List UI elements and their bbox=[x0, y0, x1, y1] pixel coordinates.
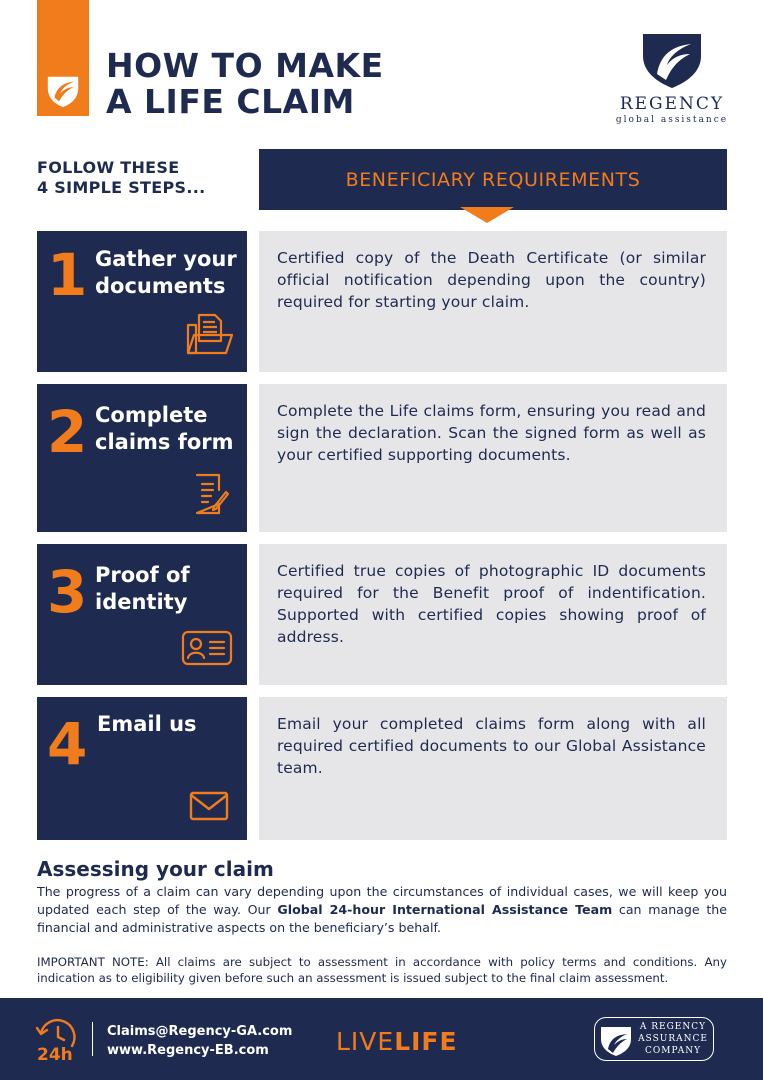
page-title-line1: HOW TO MAKE bbox=[106, 46, 384, 85]
step-number: 4 bbox=[47, 710, 88, 778]
requirements-header-label: BENEFICIARY REQUIREMENTS bbox=[345, 168, 641, 191]
footer-slogan bbox=[336, 1027, 458, 1056]
step-label bbox=[95, 246, 237, 300]
id-card-icon bbox=[181, 629, 233, 667]
step-label bbox=[95, 402, 234, 456]
company-line2: ASSURANCE bbox=[638, 1034, 708, 1044]
step-label-line2: documents bbox=[95, 274, 226, 298]
regency-assurance-badge bbox=[594, 1017, 714, 1061]
step-label-line1: Gather your bbox=[95, 247, 237, 271]
requirements-arrow bbox=[460, 207, 514, 223]
requirement-1-panel bbox=[259, 231, 727, 372]
step-number: 3 bbox=[47, 558, 88, 626]
step-label-line1: Email us bbox=[97, 712, 197, 736]
regency-shield-icon bbox=[44, 70, 82, 110]
step-label-line2: identity bbox=[95, 590, 188, 614]
clock-24h-icon bbox=[32, 1016, 80, 1062]
requirement-3-panel bbox=[259, 544, 727, 685]
step-label-line2: claims form bbox=[95, 430, 234, 454]
requirement-4-panel bbox=[259, 697, 727, 840]
important-note: IMPORTANT NOTE: All claims are subject to assessment in accordance with policy terms and conditions. Any indication as to eligibility given before such an assessment is issued subject to the final claim assessment. bbox=[37, 955, 727, 985]
step-label bbox=[95, 562, 190, 616]
step-number: 2 bbox=[47, 398, 88, 466]
steps-intro bbox=[37, 158, 205, 198]
step-2-panel bbox=[37, 384, 247, 532]
step-1-panel bbox=[37, 231, 247, 372]
requirement-2-panel bbox=[259, 384, 727, 532]
footer-website-link[interactable]: www.Regency-EB.com bbox=[107, 1043, 269, 1058]
footer-email-link[interactable]: Claims@Regency-GA.com bbox=[107, 1024, 293, 1039]
step-label bbox=[97, 711, 197, 738]
header-accent-bar bbox=[37, 0, 89, 116]
clock-label: 24h bbox=[37, 1045, 73, 1062]
requirement-text: Complete the Life claims form, ensuring you read and sign the declaration. Scan the signed form as well as your certified supporting documents. bbox=[277, 402, 706, 464]
assessing-title: Assessing your claim bbox=[37, 857, 274, 881]
assessing-body-text: The progress of a claim can vary depending upon the circumstances of individual cases, we will keep you updated each step of the way. Our bbox=[37, 884, 727, 917]
steps-intro-line1: FOLLOW THESE bbox=[37, 158, 180, 177]
page-title-line2: A LIFE CLAIM bbox=[106, 82, 355, 121]
footer-divider bbox=[92, 1022, 93, 1056]
requirement-text: Email your completed claims form along with all required certified documents to our Global Assistance team. bbox=[277, 715, 706, 777]
requirement-text: Certified copy of the Death Certificate (or similar official notification depending upon the country) required for starting your claim. bbox=[277, 249, 706, 311]
slogan-light: LIVE bbox=[336, 1027, 395, 1056]
page-title bbox=[106, 48, 384, 120]
assessing-body-bold: Global 24-hour International Assistance Team bbox=[277, 902, 613, 917]
folder-documents-icon bbox=[185, 311, 235, 357]
requirements-header bbox=[259, 149, 727, 210]
assessing-body bbox=[37, 883, 727, 937]
regency-shield-icon bbox=[599, 1023, 633, 1057]
step-label-line1: Proof of bbox=[95, 563, 190, 587]
regency-shield-icon bbox=[641, 28, 703, 90]
step-label-line1: Complete bbox=[95, 403, 208, 427]
step-3-panel bbox=[37, 544, 247, 685]
envelope-icon bbox=[189, 791, 229, 821]
step-4-panel bbox=[37, 697, 247, 840]
brand-tagline: global assistance bbox=[615, 115, 729, 125]
step-number: 1 bbox=[47, 241, 88, 309]
slogan-bold: LIFE bbox=[394, 1027, 458, 1056]
assessing-body-text: can manage the financial and administrative aspects on the beneficiary’s behalf. bbox=[37, 902, 728, 935]
form-edit-icon bbox=[193, 472, 229, 516]
company-text bbox=[635, 1021, 711, 1057]
footer bbox=[0, 998, 763, 1080]
company-line3: COMPANY bbox=[644, 1046, 702, 1056]
company-line1: A REGENCY bbox=[639, 1022, 707, 1032]
requirement-text: Certified true copies of photographic ID documents required for the Benefit proof of indentification. Supported with certified copies showing proof of address. bbox=[277, 562, 706, 646]
brand-logo bbox=[612, 28, 732, 125]
steps-intro-line2: 4 SIMPLE STEPS... bbox=[37, 178, 206, 197]
footer-contact bbox=[107, 1022, 292, 1060]
brand-name: REGENCY bbox=[619, 94, 725, 114]
